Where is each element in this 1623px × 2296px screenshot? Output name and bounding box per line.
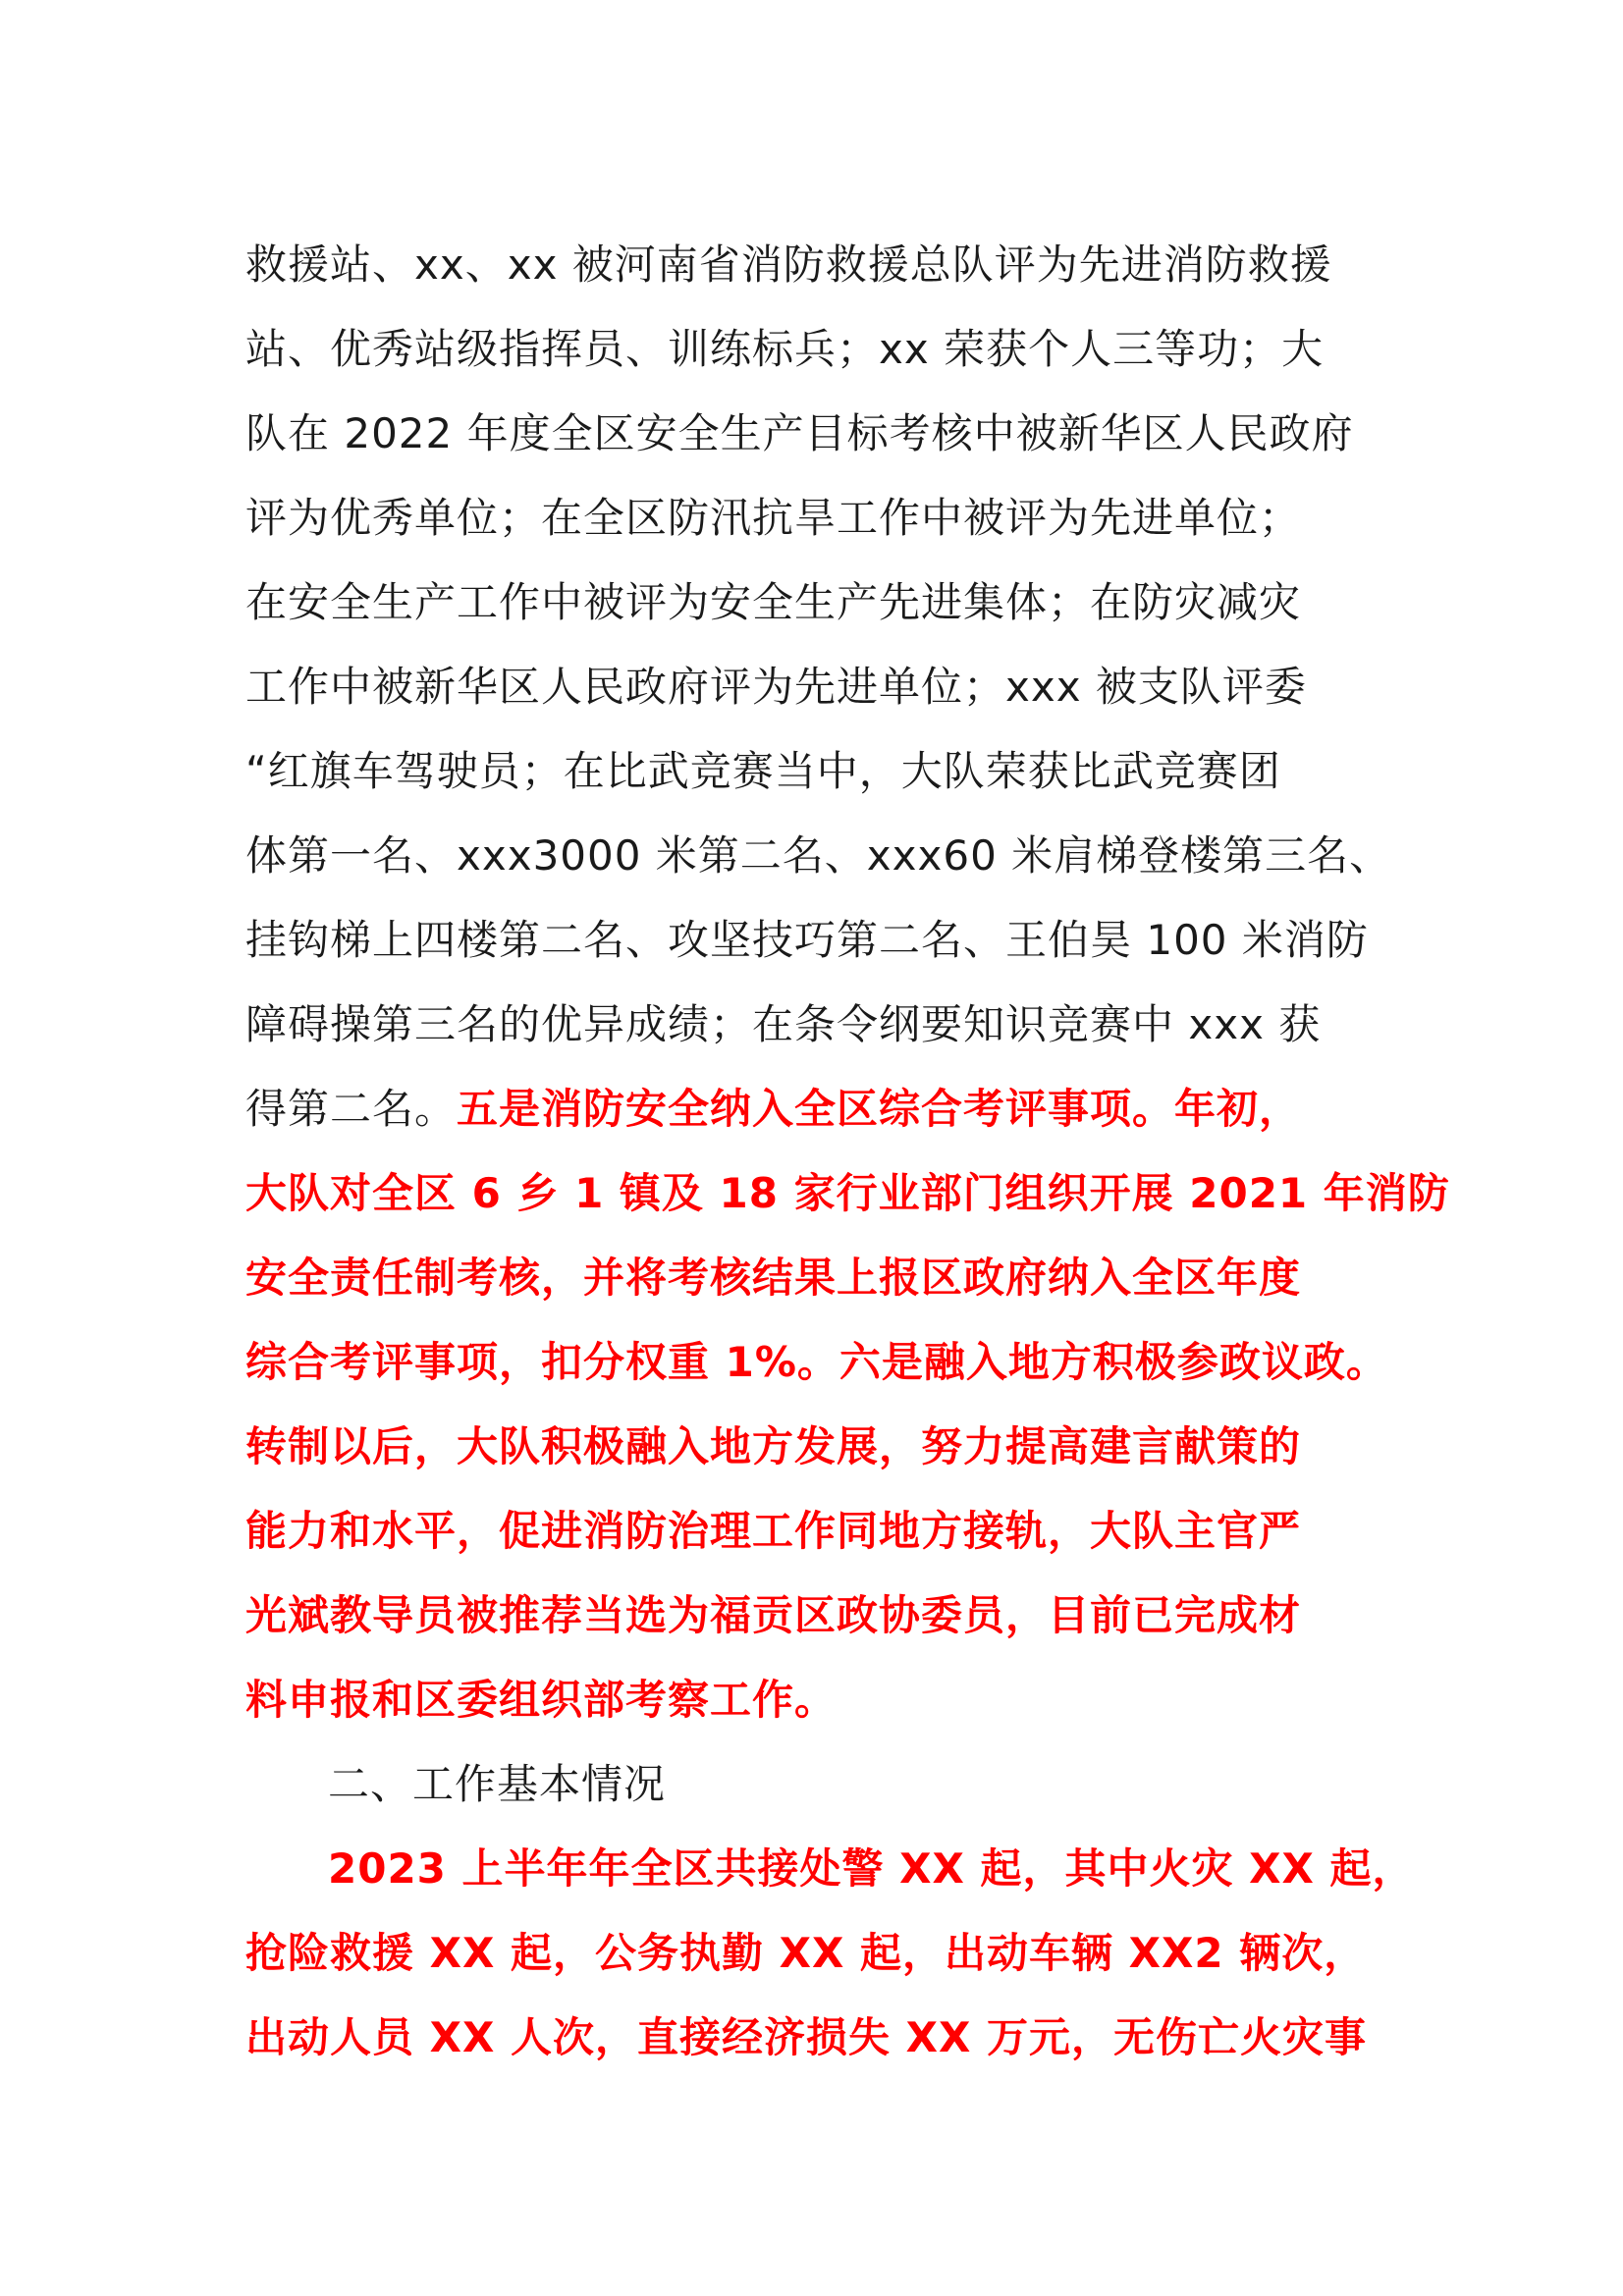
emphasis-line-18 <box>245 1671 837 1730</box>
line-text: 得第二名。 <box>245 1085 458 1133</box>
line-text: 障碍操第三名的优异成绩；在条令纲要知识竞赛中 xxx 获 <box>245 1000 1322 1048</box>
heading-text: 二、工作基本情况 <box>328 1760 667 1808</box>
section-line-1 <box>328 1840 1415 1898</box>
line-text: 挂钩梯上四楼第二名、攻坚技巧第二名、王伯昊 100 米消防 <box>245 916 1369 964</box>
line-text: 体第一名、xxx3000 米第二名、xxx60 米肩梯登楼第三名、 <box>245 831 1392 880</box>
line-text: 救援站、xx、xx 被河南省消防救援总队评为先进消防救援 <box>245 240 1332 289</box>
emphasis-text: 光斌教导员被推荐当选为福贡区政协委员，目前已完成材 <box>245 1591 1302 1639</box>
emphasis-text: 转制以后，大队积极融入地方发展，努力提高建言献策的 <box>245 1422 1302 1470</box>
line-text: 站、优秀站级指挥员、训练标兵；xx 荣获个人三等功；大 <box>245 325 1325 373</box>
emphasis-line-12 <box>245 1164 1450 1223</box>
line-text: 评为优秀单位；在全区防汛抗旱工作中被评为先进单位； <box>245 494 1302 542</box>
emphasis-line-15 <box>245 1417 1301 1476</box>
body-line-7 <box>245 742 1281 801</box>
emphasis-text: 安全责任制考核，并将考核结果上报区政府纳入全区年度 <box>245 1254 1302 1302</box>
section-line-3 <box>245 2008 1367 2067</box>
emphasis-text: 综合考评事项，扣分权重 1%。六是融入地方积极参政议政。 <box>245 1338 1388 1386</box>
body-line-6 <box>245 658 1307 717</box>
section-line-2 <box>245 1924 1366 1983</box>
emphasis-text: 抢险救援 XX 起，公务执勤 XX 起，出动车辆 XX2 辆次， <box>245 1929 1367 1977</box>
emphasis-text: 2023 上半年年全区共接处警 XX 起，其中火灾 XX 起， <box>328 1844 1415 1893</box>
emphasis-text: 出动人员 XX 人次，直接经济损失 XX 万元，无伤亡火灾事 <box>245 2013 1368 2061</box>
emphasis-line-16 <box>245 1502 1301 1561</box>
body-line-10 <box>245 995 1321 1054</box>
line-text: 队在 2022 年度全区安全生产目标考核中被新华区人民政府 <box>245 409 1354 457</box>
body-line-9 <box>245 911 1369 970</box>
body-line-11 <box>245 1080 1301 1139</box>
section-heading <box>328 1755 666 1814</box>
body-line-8 <box>245 827 1391 885</box>
line-text: 在安全生产工作中被评为安全生产先进集体；在防灾减灾 <box>245 578 1302 626</box>
body-line-4 <box>245 489 1301 548</box>
body-line-1 <box>245 236 1332 294</box>
line-text: 工作中被新华区人民政府评为先进单位；xxx 被支队评委 <box>245 663 1307 711</box>
body-line-3 <box>245 404 1354 463</box>
emphasis-text: 能力和水平，促进消防治理工作同地方接轨，大队主官严 <box>245 1507 1302 1555</box>
body-line-2 <box>245 320 1324 379</box>
body-line-5 <box>245 573 1301 632</box>
emphasis-line-17 <box>245 1586 1301 1645</box>
emphasis-text: 大队对全区 6 乡 1 镇及 18 家行业部门组织开展 2021 年消防 <box>245 1169 1450 1217</box>
emphasis-text: 料申报和区委组织部考察工作。 <box>245 1676 838 1724</box>
emphasis-line-14 <box>245 1333 1388 1392</box>
emphasis-line-13 <box>245 1249 1301 1308</box>
emphasis-text: 五是消防安全纳入全区综合考评事项。年初， <box>457 1085 1302 1133</box>
line-text: “红旗车驾驶员；在比武竞赛当中，大队荣获比武竞赛团 <box>245 747 1281 795</box>
